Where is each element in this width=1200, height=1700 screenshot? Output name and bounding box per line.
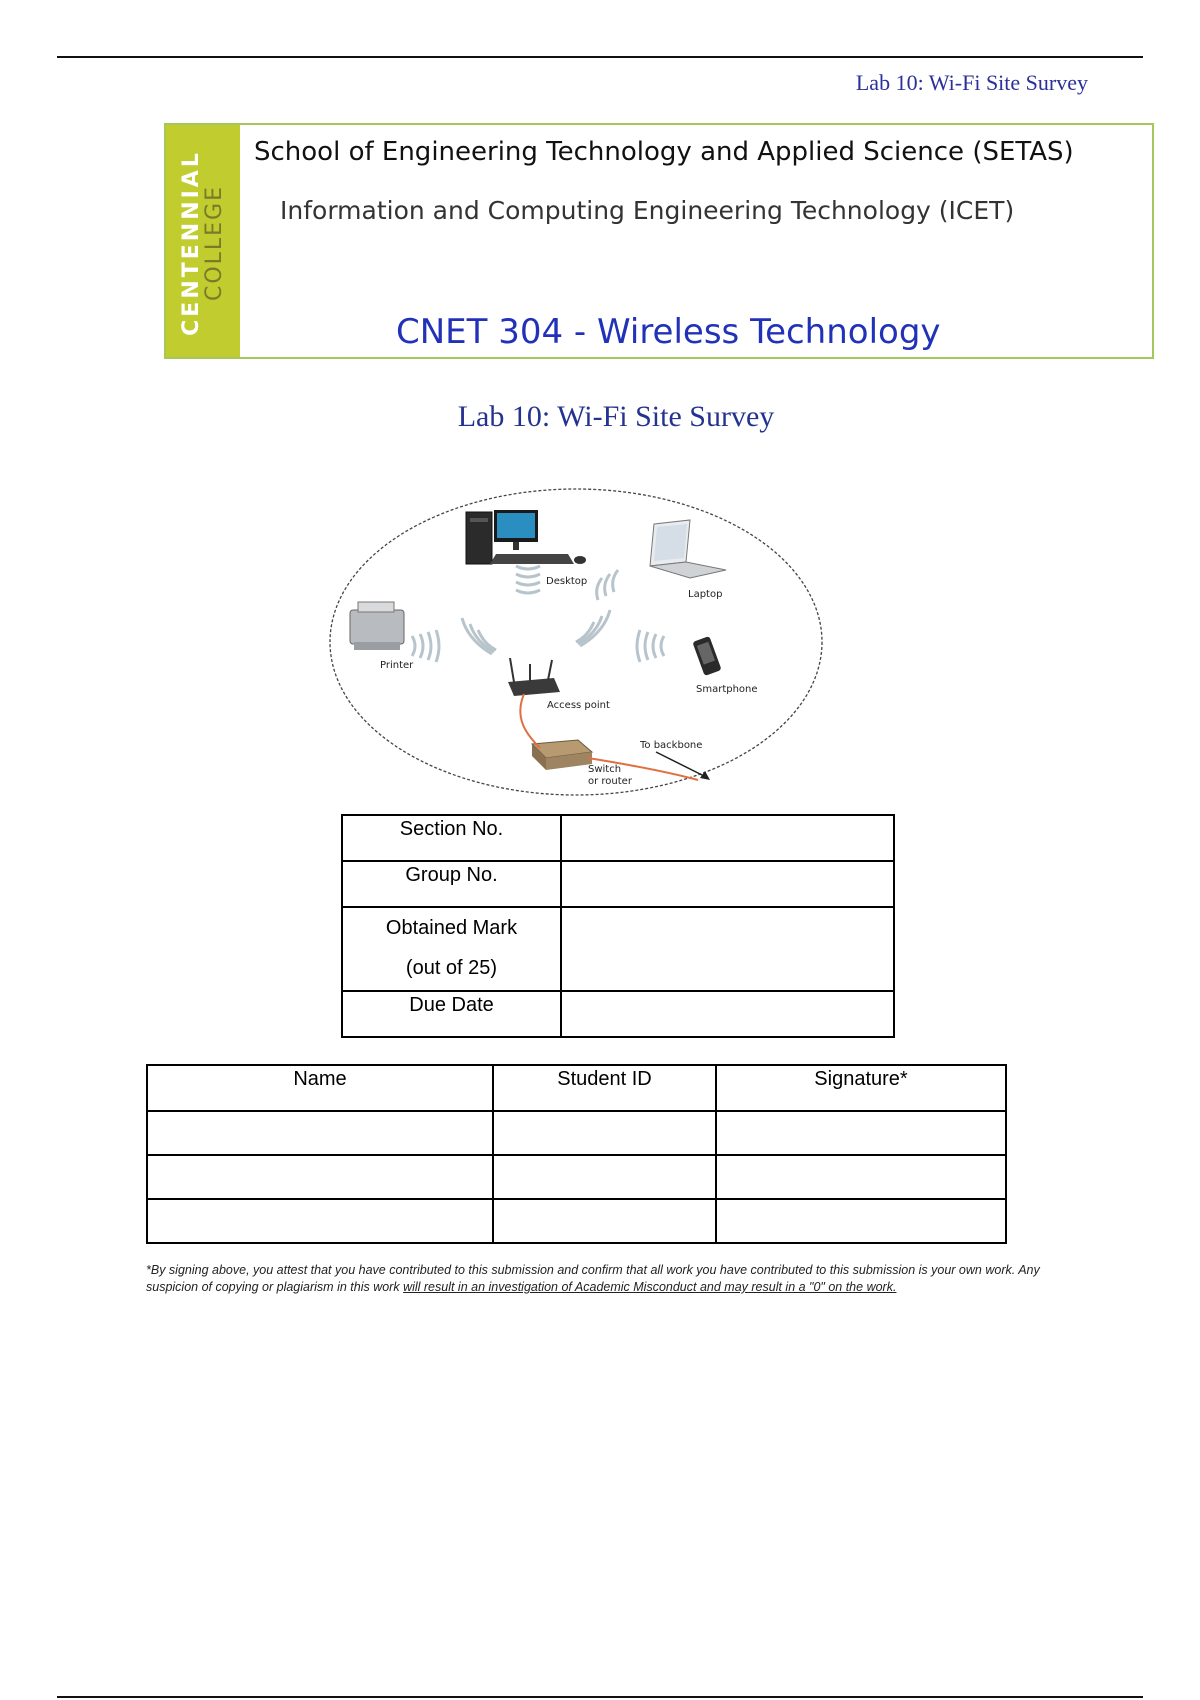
footnote-text: *By signing above, you attest that you have contributed to this submission and confirm that all work you have contributed to this submission is your own work. Any suspicion of copying or plagiarism in this work [146,1263,1040,1294]
footnote-underlined-text: will result in an investigation of Academic Misconduct and may result in a "0" on the work. [403,1280,897,1294]
due-date-label: Due Date [342,991,561,1037]
table-header-row [147,1065,1006,1111]
due-date-field[interactable] [561,991,894,1037]
student-id-header: Student ID [493,1065,716,1111]
smartphone-icon [692,636,721,676]
school-name: School of Engineering Technology and Applied Science (SETAS) [254,137,1074,167]
group-label: Group No. [342,861,561,907]
student-id-cell[interactable] [493,1111,716,1155]
table-row [342,991,894,1037]
wifi-signal-icon [412,566,664,662]
bottom-rule [57,1696,1143,1698]
section-label: Section No. [342,815,561,861]
laptop-icon [650,520,726,578]
name-cell[interactable] [147,1155,493,1199]
signature-cell[interactable] [716,1155,1006,1199]
mark-label-line1: Obtained Mark [385,917,518,939]
lab-title: Lab 10: Wi-Fi Site Survey [457,400,775,433]
running-header: Lab 10: Wi-Fi Site Survey [855,70,1088,95]
course-title: CNET 304 - Wireless Technology [396,312,941,352]
student-id-cell[interactable] [493,1199,716,1243]
smartphone-label: Smartphone [696,684,758,695]
group-field[interactable] [561,861,894,907]
mark-field[interactable] [561,907,894,991]
mark-label [342,907,561,991]
logo-sub-text: COLLEGE [202,184,227,302]
signature-footnote [146,1262,1066,1296]
laptop-label: Laptop [688,589,723,600]
table-row [342,815,894,861]
ethernet-cable [520,694,540,748]
name-cell[interactable] [147,1111,493,1155]
desktop-label: Desktop [546,576,588,587]
router-label: or router [588,776,632,787]
table-row [147,1155,1006,1199]
mark-label-line2: (out of 25) [405,957,498,979]
student-signature-table [146,1064,1007,1244]
name-header: Name [147,1065,493,1111]
signature-cell[interactable] [716,1199,1006,1243]
access-point-icon [508,658,560,696]
table-row [342,907,894,991]
to-backbone-label: To backbone [640,740,703,751]
switch-label: Switch [588,764,622,775]
wifi-network-diagram [318,482,838,802]
backbone-arrow [656,752,708,778]
college-logo [166,125,240,357]
printer-icon [350,602,404,650]
table-row [147,1111,1006,1155]
student-id-cell[interactable] [493,1155,716,1199]
logo-main-text: CENTENNIAL [178,150,204,336]
printer-label: Printer [380,660,414,671]
table-row [147,1199,1006,1243]
college-banner [164,123,1154,359]
table-row [342,861,894,907]
access-point-label: Access point [547,700,610,711]
signature-header: Signature* [716,1065,1006,1111]
lab-info-table [341,814,895,1038]
section-field[interactable] [561,815,894,861]
name-cell[interactable] [147,1199,493,1243]
signature-cell[interactable] [716,1111,1006,1155]
program-name: Information and Computing Engineering Technology (ICET) [280,196,1015,225]
switch-router-icon [532,740,592,770]
top-rule [57,56,1143,58]
desktop-icon [466,510,586,564]
